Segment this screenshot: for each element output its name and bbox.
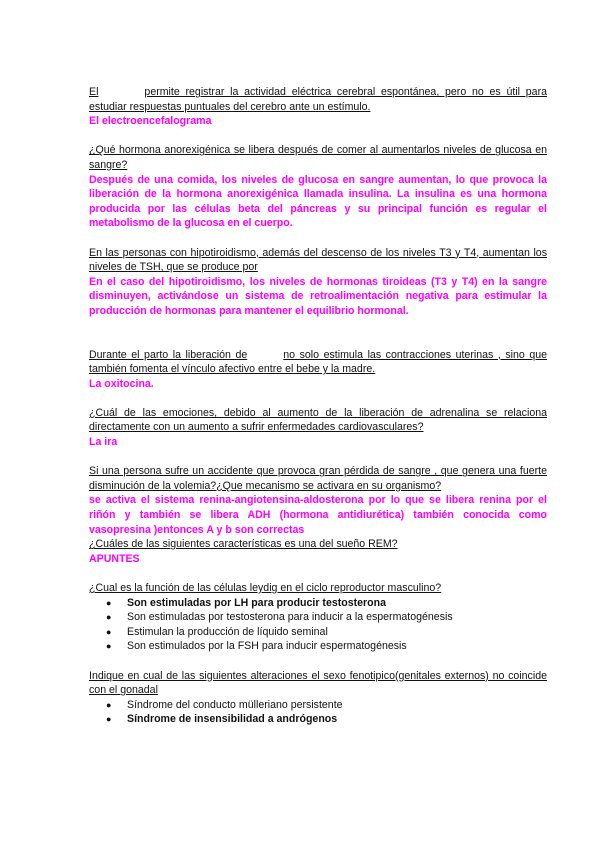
list-item: ● Síndrome del conducto mülleriano persistente [106,698,343,711]
question-4 [89,348,547,377]
question-2: ¿Qué hormona anorexigénica se libera después de comer al aumentarlos niveles de glucosa en sangre? [89,144,547,171]
question-1-start: El [89,86,99,98]
answer-1: El electroencefalograma [89,115,212,128]
answer-3: En el caso del hipotiroidismo, los niveles de hormonas tiroideas (T3 y T4) en la sangre disminuyen, activándose un sistema de retroalimentación negativa para estimular la producción de hormonas para mantener el equilibrio hormonal. [89,275,547,317]
question-8: ¿Cual es la función de las células leydig en el ciclo reproductor masculino? [89,582,442,594]
question-7: ¿Cuáles de las siguientes características es una del sueño REM? [89,538,398,551]
question-6: Si una persona sufre un accidente que provoca gran pérdida de sangre , que genera una fuerte disminución de la volemia?¿Que mecanismo se activara en su organismo? [89,465,547,492]
question-5: ¿Cuál de las emociones, debido al aumento de la liberación de adrenalina se relaciona directamente con un aumento a sufrir enfermedades cardiovasculares? [89,406,547,434]
bullet-icon: ● [106,699,112,710]
bullet-icon: ● [106,714,112,725]
list-item: ● Son estimuladas por testosterona para inducir a la espermatogénesis [106,611,453,624]
list-item: ● Síndrome de insensibilidad a andrógenos [106,713,338,726]
answer-7: APUNTES [89,552,140,565]
answer-6: se activa el sistema renina-angiotensina-aldosterona por lo que se libera renina por el riñón y también se libera ADH (hormona antidiurética) también conocida como vasopresina )entonces A y b son correctas [89,494,547,536]
list-item: ● Son estimuladas por LH para producir testosterona [106,596,387,609]
answer-2: Después de una comida, los niveles de glucosa en sangre aumentan, lo que provoca la liberación de la hormona anorexigénica llamada insulina. La insulina es una hormona producida por las células beta del páncreas y su principal función es regular el metabolismo de la glucosa en el cuerpo. [89,173,547,230]
list-item: ● Son estimulados por la FSH para inducir espermatogénesis [106,640,407,653]
bullet-icon: ● [106,626,112,637]
list-item: ● Estimulan la producción de líquido seminal [106,625,328,638]
answer-5: La ira [89,436,118,449]
document-page [89,85,547,727]
bullet-icon: ● [106,641,112,652]
question-4-start: Durante el parto la liberación de [89,348,248,361]
bullet-icon: ● [106,612,112,623]
question-4-end: no solo estimula las contracciones uterinas , sino que también fomenta el vínculo afectivo entre el bebe y la madre. [89,348,548,376]
question-9-options [89,698,547,727]
question-1 [89,85,547,114]
question-8-options [89,596,547,654]
answer-4: La oxitocina. [89,377,154,390]
question-9: Indique en cual de las siguientes alteraciones el sexo fenotipico(genitales externos) no coincide con el gonadal [89,669,547,697]
bullet-icon: ● [106,597,112,608]
question-3: En las personas con hipotiroidismo, además del descenso de los niveles T3 y T4, aumentan los niveles de TSH, que se produce por [89,246,547,274]
question-1-end: permite registrar la actividad eléctrica cerebral espontánea, pero no es útil para estudiar respuestas puntuales del cerebro ante un estímulo. [89,86,547,113]
